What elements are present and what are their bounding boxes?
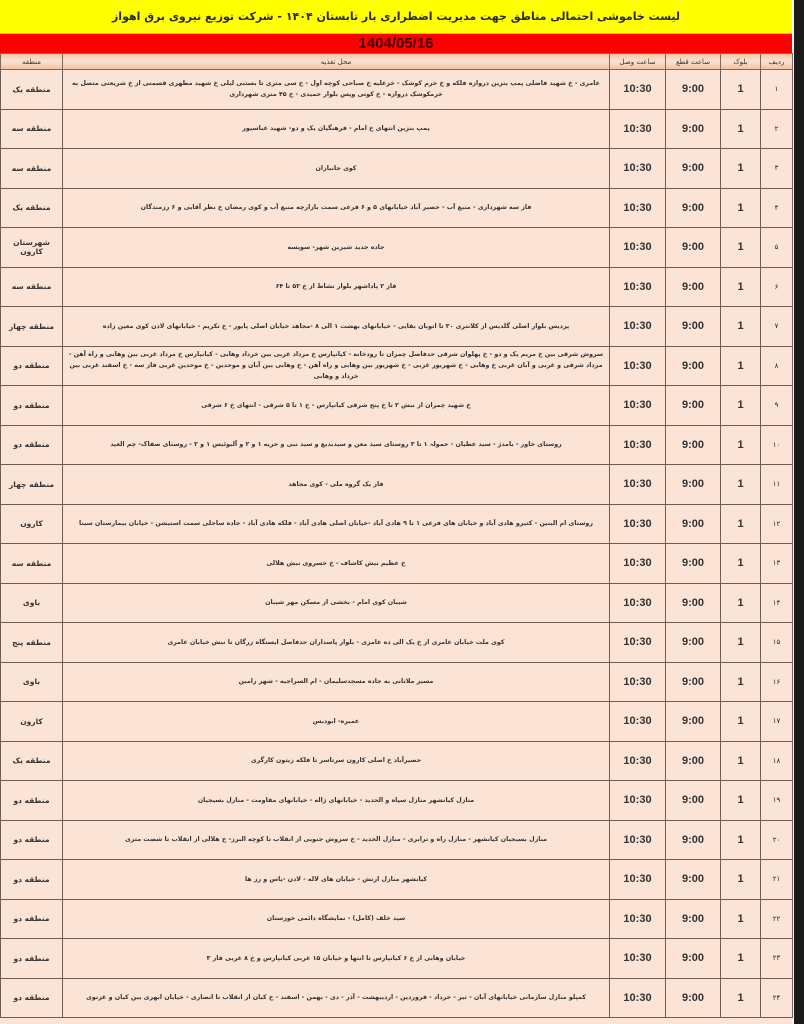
row-number-cell: ۲۰ bbox=[761, 820, 793, 860]
zone-cell: منطقه دو bbox=[1, 860, 63, 900]
location-cell: خ شهید چمران از نبش ۲ تا خ پنج شرقی کیانپارس - خ ۱ تا ۵ شرقی - انتهای خ ۶ شرقی bbox=[63, 386, 610, 426]
block-cell: 1 bbox=[721, 860, 761, 900]
block-cell: 1 bbox=[721, 583, 761, 623]
connect-time-cell: 10:30 bbox=[610, 583, 666, 623]
connect-time-cell: 10:30 bbox=[610, 228, 666, 268]
outage-table bbox=[0, 53, 793, 1018]
connect-time-cell: 10:30 bbox=[610, 188, 666, 228]
table-row bbox=[1, 623, 793, 663]
row-number-cell: ۲۴ bbox=[761, 978, 793, 1018]
table-row bbox=[1, 662, 793, 702]
zone-cell: منطقه دو bbox=[1, 425, 63, 465]
row-number-cell: ۲۲ bbox=[761, 899, 793, 939]
zone-cell: منطقه پنج bbox=[1, 623, 63, 663]
cut-time-cell: 9:00 bbox=[666, 544, 721, 584]
location-cell: منازل بسیجیان کیانشهر - منازل راه و ترابری - منازل الحدید - خ سروش جنوبی از انقلاب تا کوچه البرز- خ هلالی از انقلاب تا شصت متری bbox=[63, 820, 610, 860]
zone-cell: منطقه دو bbox=[1, 386, 63, 426]
zone-cell: منطقه سه bbox=[1, 109, 63, 149]
block-cell: 1 bbox=[721, 149, 761, 189]
zone-cell: باوی bbox=[1, 662, 63, 702]
connect-time-cell: 10:30 bbox=[610, 662, 666, 702]
row-number-cell: ۶ bbox=[761, 267, 793, 307]
header-block: بلوک bbox=[721, 54, 761, 70]
location-cell: شیبان کوی امام - بخشی از مسکن مهر شیبان bbox=[63, 583, 610, 623]
zone-cell: باوی bbox=[1, 583, 63, 623]
table-row bbox=[1, 425, 793, 465]
block-cell: 1 bbox=[721, 702, 761, 742]
location-cell: خ عظیم نبش کاشاف - خ خسروی نبش هلالی bbox=[63, 544, 610, 584]
connect-time-cell: 10:30 bbox=[610, 346, 666, 386]
location-cell: جاده جدید شیرین شهر- سویسه bbox=[63, 228, 610, 268]
cut-time-cell: 9:00 bbox=[666, 899, 721, 939]
header-cut-time: ساعت قطع bbox=[666, 54, 721, 70]
zone-cell: کارون bbox=[1, 702, 63, 742]
cut-time-cell: 9:00 bbox=[666, 228, 721, 268]
location-cell: فاز سه شهرداری - منبع آب - حصیر آباد خیابانهای ۵ و ۶ فرعی سمت بازارچه منبع آب و کوی رمضان خ نظر آقایی و ۶ رزمندگان bbox=[63, 188, 610, 228]
block-cell: 1 bbox=[721, 544, 761, 584]
location-cell: کوی جانبازان bbox=[63, 149, 610, 189]
connect-time-cell: 10:30 bbox=[610, 425, 666, 465]
location-cell: پردیس بلوار اصلی گلدیس از کلانتری ۳۰ تا اتوبان بقایی - خیابانهای بهشت ۱ الی ۸ -مجاهد خیابان اصلی پایور - خ تکریم - خیابانهای لادن کوی معین زاده bbox=[63, 307, 610, 347]
cut-time-cell: 9:00 bbox=[666, 188, 721, 228]
table-row bbox=[1, 702, 793, 742]
row-number-cell: ۳ bbox=[761, 149, 793, 189]
table-row bbox=[1, 346, 793, 386]
row-number-cell: ۱ bbox=[761, 70, 793, 110]
block-cell: 1 bbox=[721, 504, 761, 544]
table-header-row bbox=[1, 54, 793, 70]
header-location: محل تغذیه bbox=[63, 54, 610, 70]
row-number-cell: ۲۱ bbox=[761, 860, 793, 900]
table-row bbox=[1, 781, 793, 821]
cut-time-cell: 9:00 bbox=[666, 70, 721, 110]
table-body bbox=[1, 70, 793, 1018]
connect-time-cell: 10:30 bbox=[610, 386, 666, 426]
zone-cell: منطقه دو bbox=[1, 820, 63, 860]
row-number-cell: ۱۳ bbox=[761, 544, 793, 584]
connect-time-cell: 10:30 bbox=[610, 544, 666, 584]
table-row bbox=[1, 899, 793, 939]
cut-time-cell: 9:00 bbox=[666, 978, 721, 1018]
cut-time-cell: 9:00 bbox=[666, 662, 721, 702]
row-number-cell: ۷ bbox=[761, 307, 793, 347]
cut-time-cell: 9:00 bbox=[666, 820, 721, 860]
cut-time-cell: 9:00 bbox=[666, 465, 721, 505]
table-row bbox=[1, 149, 793, 189]
table-row bbox=[1, 465, 793, 505]
connect-time-cell: 10:30 bbox=[610, 623, 666, 663]
header-zone: منطقه bbox=[1, 54, 63, 70]
location-cell: روستای ام البنین - کتیرو هادی آباد و خیابان های فرعی ۱ تا ۹ هادی آباد -خیابان اصلی هادی آباد - فلکه هادی آباد - جاده ساحلی سمت استیشن - خیابان بیمارستان سینا bbox=[63, 504, 610, 544]
location-cell: سید خلف (کامل) - نمایشگاه دائمی خوزستان bbox=[63, 899, 610, 939]
block-cell: 1 bbox=[721, 465, 761, 505]
row-number-cell: ۱۸ bbox=[761, 741, 793, 781]
row-number-cell: ۴ bbox=[761, 188, 793, 228]
table-row bbox=[1, 70, 793, 110]
connect-time-cell: 10:30 bbox=[610, 820, 666, 860]
zone-cell: منطقه یک bbox=[1, 741, 63, 781]
connect-time-cell: 10:30 bbox=[610, 860, 666, 900]
cut-time-cell: 9:00 bbox=[666, 346, 721, 386]
header-connect-time: ساعت وصل bbox=[610, 54, 666, 70]
zone-cell: شهرستان کارون bbox=[1, 228, 63, 268]
zone-cell: منطقه سه bbox=[1, 149, 63, 189]
block-cell: 1 bbox=[721, 662, 761, 702]
location-cell: کوی ملت خیابان عامری از خ یک الی ده عامری - بلوار پاسداران حدفاصل ایستگاه زرگان تا نبش خیابان عامری bbox=[63, 623, 610, 663]
block-cell: 1 bbox=[721, 307, 761, 347]
cut-time-cell: 9:00 bbox=[666, 583, 721, 623]
zone-cell: منطقه سه bbox=[1, 544, 63, 584]
zone-cell: منطقه یک bbox=[1, 188, 63, 228]
zone-cell: کارون bbox=[1, 504, 63, 544]
block-cell: 1 bbox=[721, 899, 761, 939]
block-cell: 1 bbox=[721, 425, 761, 465]
connect-time-cell: 10:30 bbox=[610, 741, 666, 781]
location-cell: مسیر ملاثانی به جاده مسجدسلیمان - ام السراجیه - شهر رامین bbox=[63, 662, 610, 702]
table-row bbox=[1, 109, 793, 149]
sheet-title: لیست خاموشی احتمالی مناطق جهت مدیریت اضطراری بار تابستان ۱۴۰۴ - شرکت توزیع نیروی برق اهواز bbox=[0, 0, 792, 34]
zone-cell: منطقه دو bbox=[1, 781, 63, 821]
block-cell: 1 bbox=[721, 978, 761, 1018]
zone-cell: منطقه یک bbox=[1, 70, 63, 110]
connect-time-cell: 10:30 bbox=[610, 465, 666, 505]
row-number-cell: ۵ bbox=[761, 228, 793, 268]
location-cell: عمیره- ابودبس bbox=[63, 702, 610, 742]
zone-cell: منطقه چهار bbox=[1, 307, 63, 347]
table-row bbox=[1, 860, 793, 900]
cut-time-cell: 9:00 bbox=[666, 307, 721, 347]
location-cell: حصیرآباد خ اصلی کارون سرتاسر تا فلکه زیتون کارگری bbox=[63, 741, 610, 781]
block-cell: 1 bbox=[721, 939, 761, 979]
zone-cell: منطقه دو bbox=[1, 899, 63, 939]
table-row bbox=[1, 188, 793, 228]
zone-cell: منطقه سه bbox=[1, 267, 63, 307]
block-cell: 1 bbox=[721, 188, 761, 228]
row-number-cell: ۱۱ bbox=[761, 465, 793, 505]
row-number-cell: ۱۷ bbox=[761, 702, 793, 742]
location-cell: منازل کیانشهر منازل سپاه و الحدید - خیابانهای ژاله - خیابانهای مقاومت - منازل بسیجیان bbox=[63, 781, 610, 821]
connect-time-cell: 10:30 bbox=[610, 899, 666, 939]
row-number-cell: ۱۰ bbox=[761, 425, 793, 465]
row-number-cell: ۹ bbox=[761, 386, 793, 426]
table-row bbox=[1, 307, 793, 347]
location-cell: پمپ بنزین انتهای خ امام - فرهنگیان یک و دو- شهید عباسپور bbox=[63, 109, 610, 149]
connect-time-cell: 10:30 bbox=[610, 781, 666, 821]
table-row bbox=[1, 820, 793, 860]
row-number-cell: ۱۹ bbox=[761, 781, 793, 821]
location-cell: کمپلو منازل سازمانی خیابانهای آبان - تیر - خرداد - فروردین - اردیبهشت - آذر - دی - بهمن - اسفند - خ کیان از انقلاب تا انصاری - خیابان ابهری بین کیان و غزنوی bbox=[63, 978, 610, 1018]
connect-time-cell: 10:30 bbox=[610, 504, 666, 544]
block-cell: 1 bbox=[721, 820, 761, 860]
connect-time-cell: 10:30 bbox=[610, 109, 666, 149]
table-row bbox=[1, 939, 793, 979]
connect-time-cell: 10:30 bbox=[610, 70, 666, 110]
cut-time-cell: 9:00 bbox=[666, 267, 721, 307]
cut-time-cell: 9:00 bbox=[666, 149, 721, 189]
cut-time-cell: 9:00 bbox=[666, 623, 721, 663]
table-row bbox=[1, 386, 793, 426]
table-row bbox=[1, 741, 793, 781]
cut-time-cell: 9:00 bbox=[666, 939, 721, 979]
connect-time-cell: 10:30 bbox=[610, 978, 666, 1018]
connect-time-cell: 10:30 bbox=[610, 149, 666, 189]
table-row bbox=[1, 544, 793, 584]
zone-cell: منطقه دو bbox=[1, 978, 63, 1018]
location-cell: فاز یک گروه ملی - کوی مجاهد bbox=[63, 465, 610, 505]
row-number-cell: ۱۶ bbox=[761, 662, 793, 702]
block-cell: 1 bbox=[721, 70, 761, 110]
block-cell: 1 bbox=[721, 346, 761, 386]
connect-time-cell: 10:30 bbox=[610, 307, 666, 347]
connect-time-cell: 10:30 bbox=[610, 939, 666, 979]
header-row-number: ردیف bbox=[761, 54, 793, 70]
table-row bbox=[1, 228, 793, 268]
location-cell: خیابان وهابی از خ ۶ کیانپارس تا انتها و خیابان ۱۵ غربی کیانپارس و خ ۸ غربی فاز ۳ bbox=[63, 939, 610, 979]
row-number-cell: ۱۲ bbox=[761, 504, 793, 544]
row-number-cell: ۱۵ bbox=[761, 623, 793, 663]
row-number-cell: ۲ bbox=[761, 109, 793, 149]
cut-time-cell: 9:00 bbox=[666, 702, 721, 742]
cut-time-cell: 9:00 bbox=[666, 386, 721, 426]
cut-time-cell: 9:00 bbox=[666, 425, 721, 465]
table-row bbox=[1, 504, 793, 544]
block-cell: 1 bbox=[721, 228, 761, 268]
block-cell: 1 bbox=[721, 781, 761, 821]
block-cell: 1 bbox=[721, 741, 761, 781]
row-number-cell: ۱۴ bbox=[761, 583, 793, 623]
block-cell: 1 bbox=[721, 267, 761, 307]
zone-cell: منطقه چهار bbox=[1, 465, 63, 505]
table-row bbox=[1, 583, 793, 623]
cut-time-cell: 9:00 bbox=[666, 741, 721, 781]
block-cell: 1 bbox=[721, 386, 761, 426]
block-cell: 1 bbox=[721, 623, 761, 663]
location-cell: فاز ۲ پاداشهر بلوار نشاط از خ ۵۲ تا ۶۴ bbox=[63, 267, 610, 307]
row-number-cell: ۲۳ bbox=[761, 939, 793, 979]
table-row bbox=[1, 267, 793, 307]
location-cell: عامری - خ شهید فاضلی پمپ بنزین دروازه فلکه و خ خرم کوشک - خزعلیه خ صباحی کوچه اول - خ سی متری تا بستنی لیلی خ شهید مطهری قسمتی از خ شریعتی متصل به خرمکوشک دروازه - خ کوتی ویس بلوار حمیدی - خ ۴۵ متری شهرداری bbox=[63, 70, 610, 110]
cut-time-cell: 9:00 bbox=[666, 109, 721, 149]
zone-cell: منطقه دو bbox=[1, 346, 63, 386]
table-row bbox=[1, 978, 793, 1018]
connect-time-cell: 10:30 bbox=[610, 267, 666, 307]
location-cell: روستای خاور - بامدژ - سید عطیان - حمولہ ۱ تا ۳ روستای سید معن و سیدبدیع و سید نبی و حریه ۱ و ۲ و آلبوئیس ۱ و ۲ - روستای صفاک- چم العید bbox=[63, 425, 610, 465]
cut-time-cell: 9:00 bbox=[666, 860, 721, 900]
zone-cell: منطقه دو bbox=[1, 939, 63, 979]
block-cell: 1 bbox=[721, 109, 761, 149]
connect-time-cell: 10:30 bbox=[610, 702, 666, 742]
cut-time-cell: 9:00 bbox=[666, 781, 721, 821]
location-cell: سروش شرقی بین خ مریم یک و دو - خ پهلوان شرقی حدفاصل چمران تا رودخانه - کیانپارس خ مرداد غربی بین خرداد وهابی - کیانپارس خ مرداد غربی بین وهابی و راه آهن - مرداد شرقی و غربی و آبان غربی خ وهابی - خ شهریور غربی - خ شهریور بین وهابی و راه آهن - خ وهابی بین آبان و موحدین - خ موحدین غربی فاز سه - خ اسفند غربی بین خرداد و وهابی bbox=[63, 346, 610, 386]
cut-time-cell: 9:00 bbox=[666, 504, 721, 544]
location-cell: کیانشهر منازل ارتش - خیابان های لاله - لادن -یاس و رز ها bbox=[63, 860, 610, 900]
row-number-cell: ۸ bbox=[761, 346, 793, 386]
sheet-date: 1404/05/16 bbox=[0, 34, 792, 53]
